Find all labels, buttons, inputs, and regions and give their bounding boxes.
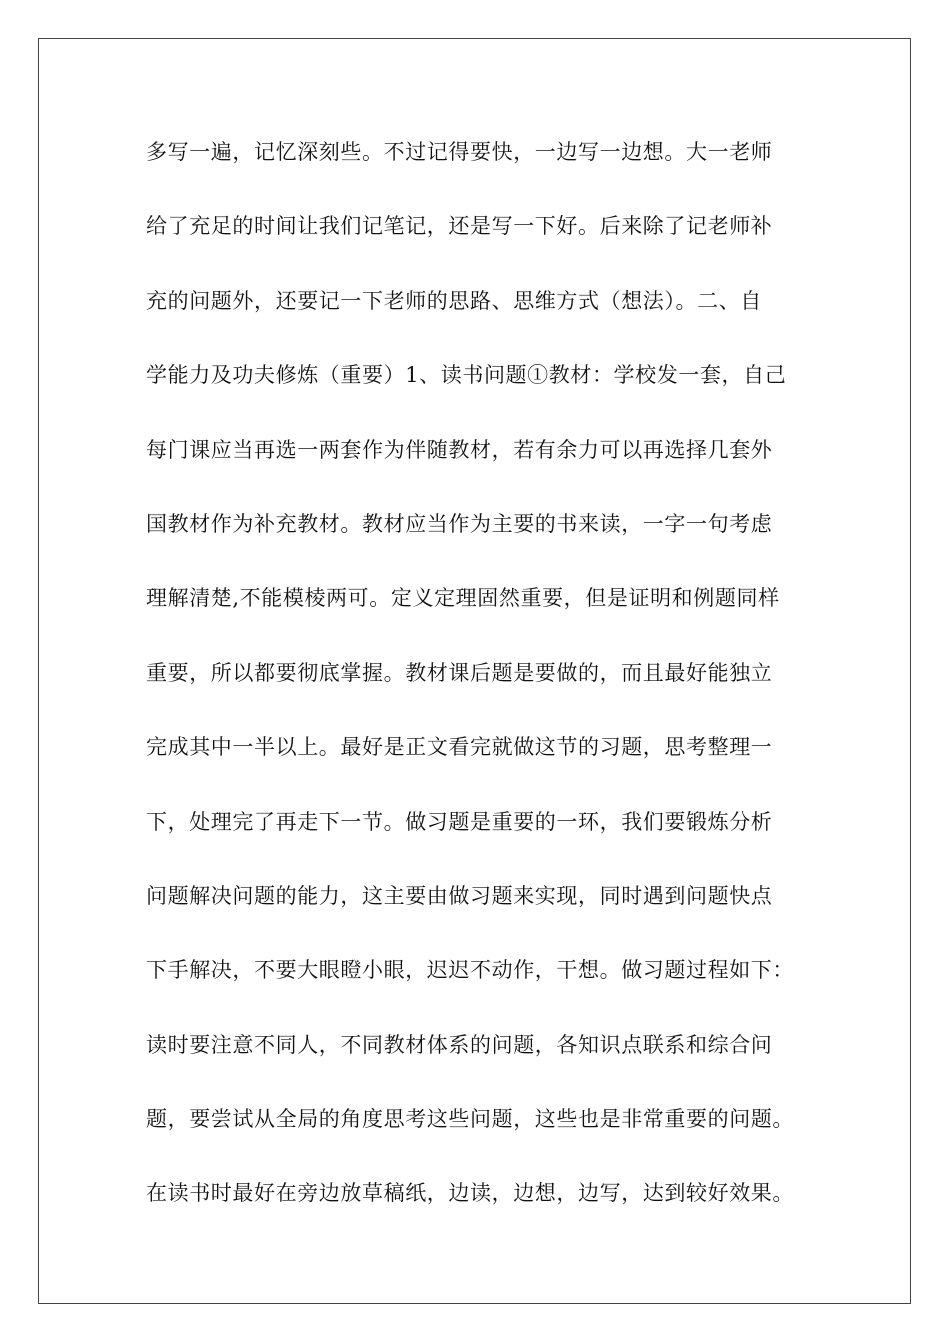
text-line: 学能力及功夫修炼（重要）1、读书问题①教材：学校发一套，自己 xyxy=(146,363,787,388)
document-body xyxy=(146,134,826,1250)
text-line: 问题解决问题的能力，这主要由做习题来实现，同时遇到问题快点 xyxy=(146,883,773,908)
text-line: 完成其中一半以上。最好是正文看完就做这节的习题，思考整理一 xyxy=(146,735,773,760)
text-line: 理解清楚,不能模棱两可。定义定理固然重要，但是证明和例题同样 xyxy=(146,586,780,611)
text-line: 给了充足的时间让我们记笔记，还是写一下好。后来除了记老师补 xyxy=(146,214,773,239)
text-line: 题，要尝试从全局的角度思考这些问题，这些也是非常重要的问题。 xyxy=(146,1107,794,1132)
text-line: 在读书时最好在旁边放草稿纸，边读，边想，边写，达到较好效果。 xyxy=(146,1181,794,1206)
text-line: 重要，所以都要彻底掌握。教材课后题是要做的，而且最好能独立 xyxy=(146,660,773,685)
text-line: 多写一遍，记忆深刻些。不过记得要快，一边写一边想。大一老师 xyxy=(146,140,773,164)
text-line: 下手解决，不要大眼瞪小眼，迟迟不动作，干想。做习题过程如下： xyxy=(146,958,794,983)
text-line: 下，处理完了再走下一节。做习题是重要的一环，我们要锻炼分析 xyxy=(146,809,773,834)
text-line: 每门课应当再选一两套作为伴随教材，若有余力可以再选择几套外 xyxy=(146,437,773,462)
text-line: 充的问题外，还要记一下老师的思路、思维方式（想法）。二、自 xyxy=(146,288,762,313)
text-line: 国教材作为补充教材。教材应当作为主要的书来读，一字一句考虑 xyxy=(146,511,773,536)
text-line: 读时要注意不同人，不同教材体系的问题，各知识点联系和综合问 xyxy=(146,1032,773,1057)
